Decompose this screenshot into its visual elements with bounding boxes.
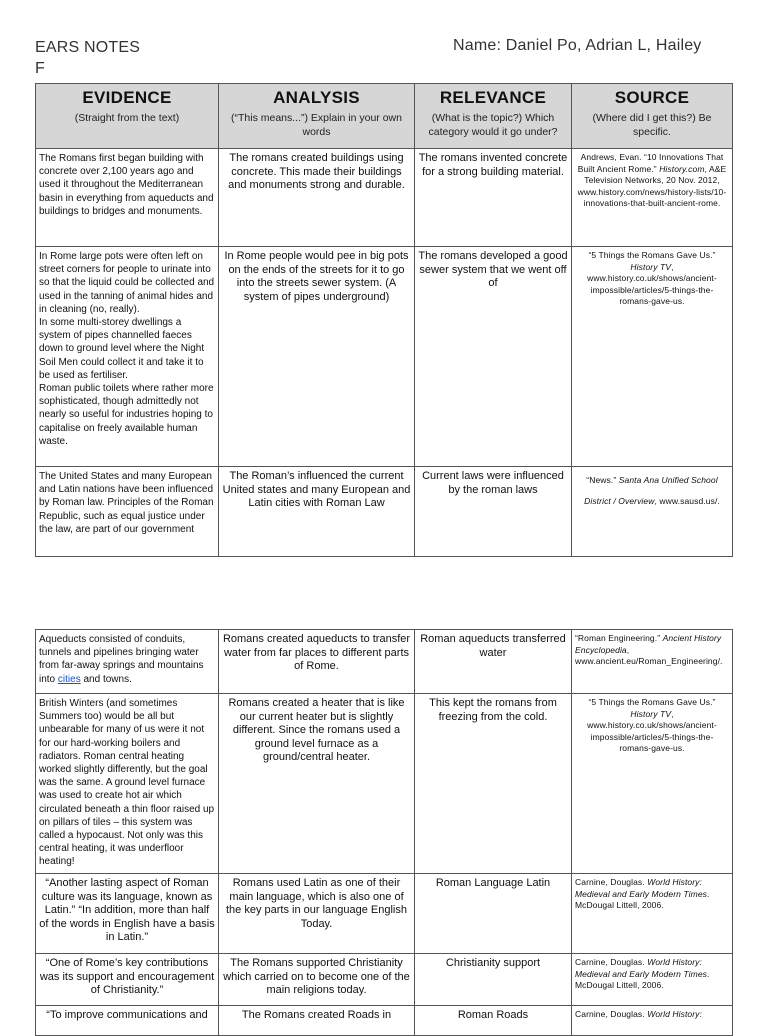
source-cell: Carnine, Douglas. World History: Medieval and Early Modern Times. McDougal Littell, 2006. xyxy=(572,954,733,1006)
table-row xyxy=(36,149,733,247)
evidence-cell: “One of Rome’s key contributions was its support and encouragement of Christianity.” xyxy=(36,954,219,1006)
relevance-cell: Roman Language Latin xyxy=(415,874,572,954)
table-row xyxy=(36,954,733,1006)
title-line-1: EARS NOTES xyxy=(35,39,141,56)
author-names: Name: Daniel Po, Adrian L, Hailey xyxy=(453,37,702,54)
analysis-cell: The romans created buildings using concrete. This made their buildings and monuments strong and durable. xyxy=(219,149,415,247)
evidence-cell: British Winters (and sometimes Summers too) would be all but unbearable for many of us were it not for our hard-working boilers and radiators. Roman central heating worked slightly differently, but the goal was the same. A ground level furnace was used to create hot air which circulated beneath a thin floor raised up on pillars of tiles – this system was called a hypocaust. Not only was this central heating, it was underfloor heating! xyxy=(36,694,219,874)
analysis-cell: The Romans created Roads in xyxy=(219,1006,415,1036)
analysis-cell: Romans created aqueducts to transfer water from far places to different parts of Rome. xyxy=(219,630,415,694)
source-cell: “5 Things the Romans Gave Us.” History TV, www.history.co.uk/shows/ancient-impossible/articles/5-things-the-romans-gave-us. xyxy=(572,247,733,467)
source-cell: “Roman Engineering.” Ancient History Encyclopedia, www.ancient.eu/Roman_Engineering/. xyxy=(572,630,733,694)
source-cell: Andrews, Evan. “10 Innovations That Built Ancient Rome.” History.com, A&E Television Networks, 20 Nov. 2012, www.history.com/news/history-lists/10-innovations-that-built-ancient-rome. xyxy=(572,149,733,247)
analysis-cell: The Romans supported Christianity which carried on to become one of the main religions today. xyxy=(219,954,415,1006)
ears-table-page-1 xyxy=(35,83,733,557)
table-row xyxy=(36,630,733,694)
header-evidence: EVIDENCE (Straight from the text) xyxy=(36,84,219,149)
analysis-cell: Romans used Latin as one of their main language, which is also one of the key parts in our language English Today. xyxy=(219,874,415,954)
relevance-cell: This kept the romans from freezing from the cold. xyxy=(415,694,572,874)
evidence-cell: The United States and many European and Latin nations have been influenced by Roman law. Principles of the Roman Republic, such as equal justice under the law, are part of our government xyxy=(36,467,219,557)
relevance-cell: The romans developed a good sewer system that we went off of xyxy=(415,247,572,467)
header-source: SOURCE (Where did I get this?) Be specific. xyxy=(572,84,733,149)
relevance-cell: The romans invented concrete for a strong building material. xyxy=(415,149,572,247)
analysis-cell: The Roman’s influenced the current United states and many European and Latin cities with Roman Law xyxy=(219,467,415,557)
source-cell: Carnine, Douglas. World History: Medieval and Early Modern Times. McDougal Littell, 2006. xyxy=(572,874,733,954)
evidence-cell: Aqueducts consisted of conduits, tunnels and pipelines bringing water from far-away springs and mountains into cities and towns. xyxy=(36,630,219,694)
source-cell: “News.” Santa Ana Unified School District / Overview, www.sausd.us/. xyxy=(572,467,733,557)
table-row xyxy=(36,1006,733,1036)
analysis-cell: Romans created a heater that is like our current heater but is slightly different. Since the romans used a ground level furnace as a ground/central heater. xyxy=(219,694,415,874)
cities-link[interactable]: cities xyxy=(57,673,81,685)
document-title xyxy=(35,37,140,79)
evidence-cell: In Rome large pots were often left on street corners for people to urinate into so that the liquid could be collected and used in the tanning of animal hides and in cleaning (no, really). In some multi-storey dwellings a system of pipes channelled faeces down to ground level where the Night Soil Men could collect it and take it to be used as fertiliser. Roman public toilets where rather more sophisticated, though admittedly not nearly so useful for industries hoping to capitalise on freely available human waste. xyxy=(36,247,219,467)
evidence-cell: “To improve communications and xyxy=(36,1006,219,1036)
relevance-cell: Roman aqueducts transferred water xyxy=(415,630,572,694)
table-header-row xyxy=(36,84,733,149)
evidence-cell: The Romans first began building with concrete over 2,100 years ago and used it throughout the Mediterranean basin in everything from aqueducts and buildings to bridges and monuments. xyxy=(36,149,219,247)
title-line-2: F xyxy=(35,60,45,77)
table-row xyxy=(36,874,733,954)
relevance-cell: Current laws were influenced by the roman laws xyxy=(415,467,572,557)
relevance-cell: Christianity support xyxy=(415,954,572,1006)
analysis-cell: In Rome people would pee in big pots on the ends of the streets for it to go into the streets sewer system. (A system of pipes underground) xyxy=(219,247,415,467)
header-analysis: ANALYSIS (“This means...”) Explain in your own words xyxy=(219,84,415,149)
source-cell: Carnine, Douglas. World History: xyxy=(572,1006,733,1036)
evidence-cell: “Another lasting aspect of Roman culture was its language, known as Latin.” “In addition, more than half of the words in English have a basis in Latin.” xyxy=(36,874,219,954)
table-row xyxy=(36,247,733,467)
table-row xyxy=(36,467,733,557)
relevance-cell: Roman Roads xyxy=(415,1006,572,1036)
source-cell: “5 Things the Romans Gave Us.” History TV, www.history.co.uk/shows/ancient-impossible/articles/5-things-the-romans-gave-us. xyxy=(572,694,733,874)
header-relevance: RELEVANCE (What is the topic?) Which category would it go under? xyxy=(415,84,572,149)
table-row xyxy=(36,694,733,874)
ears-table-page-2 xyxy=(35,629,733,1036)
